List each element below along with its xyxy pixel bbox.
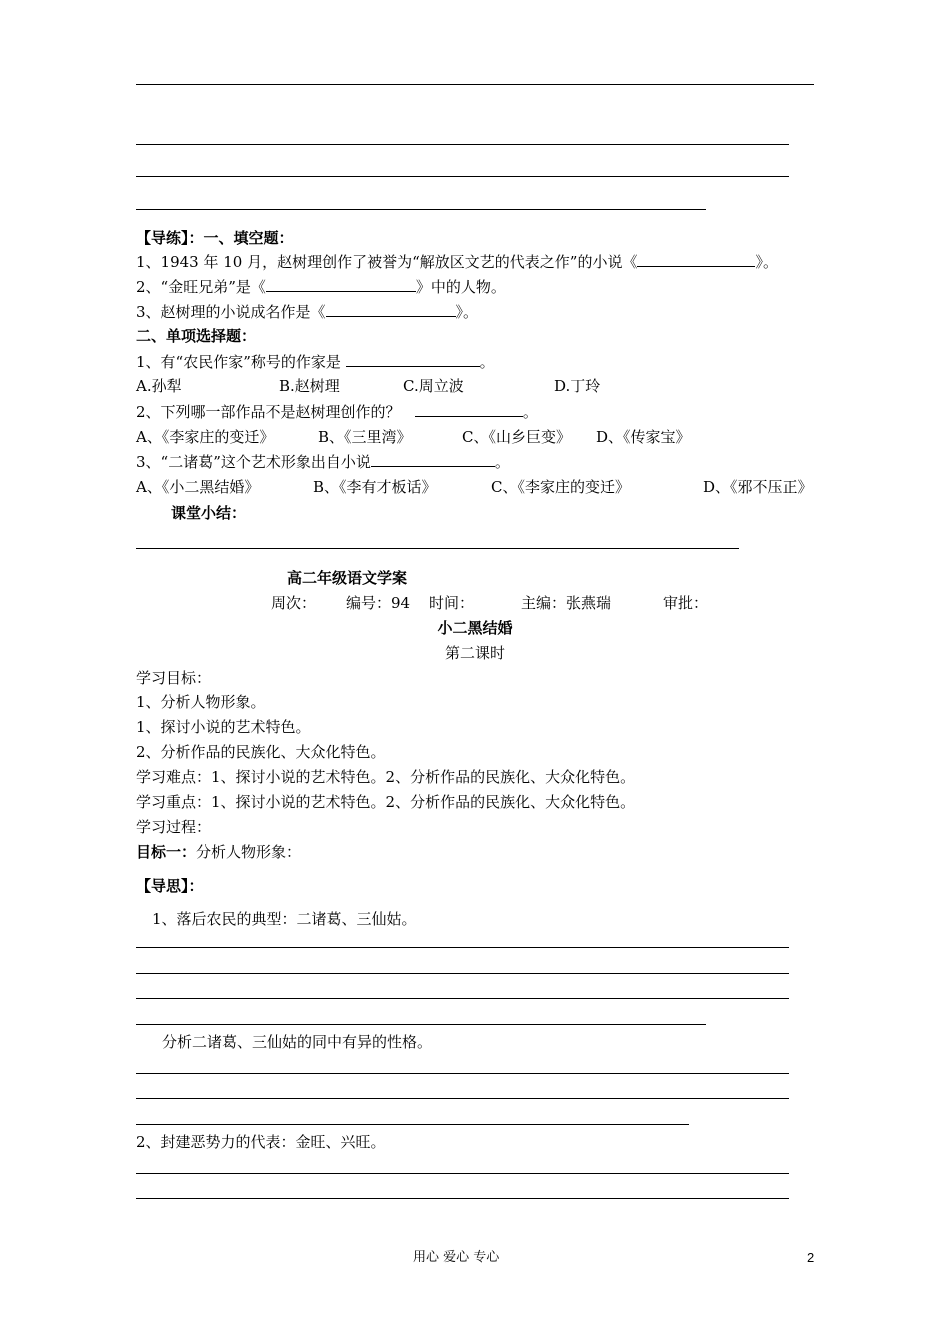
guide-item-1b: 分析二诸葛、三仙姑的同中有异的性格。 [162, 1033, 433, 1051]
goals-key-points: 学习重点：1、探讨小说的艺术特色。2、分析作品的民族化、大众化特色。 [136, 793, 636, 811]
choice-options-2 [136, 427, 796, 447]
option-d[interactable]: D.丁玲 [554, 377, 601, 395]
choice-question-1: 1、有“农民作家”称号的作家是 。 [136, 353, 495, 371]
option-d[interactable]: D、《传家宝》 [596, 428, 691, 446]
answer-line [136, 947, 789, 948]
footer-motto: 用心 爱心 专心 [413, 1250, 500, 1265]
daolian-bracket: 【导练】： [136, 229, 204, 247]
daosi-heading: 【导思】： [136, 877, 204, 895]
option-b[interactable]: B、《李有才板话》 [313, 478, 437, 496]
target-one-text: 分析人物形象： [196, 843, 302, 861]
option-b[interactable]: B.赵树理 [279, 377, 340, 395]
page-number: 2 [807, 1250, 815, 1265]
guide-item-1: 1、落后农民的典型：二诸葛、三仙姑。 [152, 910, 417, 928]
choice-options-1 [136, 376, 796, 396]
answer-blank[interactable] [266, 277, 416, 292]
choice-question-3: 3、“二诸葛”这个艺术形象出自小说 。 [136, 453, 510, 471]
goals-difficulty: 学习难点：1、探讨小说的艺术特色。2、分析作品的民族化、大众化特色。 [136, 768, 636, 786]
meta-time: 时间： [429, 594, 475, 612]
option-c[interactable]: C、《李家庄的变迁》 [491, 478, 630, 496]
answer-line [136, 84, 814, 85]
meta-row [136, 593, 816, 613]
process-label: 学习过程： [136, 818, 212, 836]
lesson-title: 小二黑结婚 [437, 619, 513, 637]
answer-line [136, 1073, 789, 1074]
lesson-session: 第二课时 [444, 644, 505, 662]
answer-line [136, 1124, 689, 1125]
option-a[interactable]: A、《小二黑结婚》 [136, 478, 260, 496]
meta-editor: 主编：张燕瑞 [521, 594, 612, 612]
answer-blank[interactable] [346, 352, 480, 367]
option-d[interactable]: D、《邪不压正》 [703, 478, 813, 496]
daolian-heading [136, 228, 294, 248]
answer-blank[interactable] [415, 402, 523, 417]
target-one-label: 目标一： [136, 843, 197, 861]
answer-line [136, 1173, 789, 1174]
option-c[interactable]: C、《山乡巨变》 [462, 428, 571, 446]
answer-line [136, 209, 706, 210]
meta-number: 编号：94 [346, 594, 411, 612]
fill-question-3: 3、赵树理的小说成名作是《 》。 [136, 303, 479, 321]
answer-line [136, 144, 789, 145]
answer-line [136, 998, 789, 999]
page-title: 高二年级语文学案 [287, 569, 408, 587]
guide-item-2: 2、封建恶势力的代表：金旺、兴旺。 [136, 1133, 386, 1151]
fill-section-heading: 一、填空题： [203, 229, 294, 247]
choice-options-3 [136, 477, 816, 497]
class-summary-label: 课堂小结： [171, 504, 247, 522]
fill-question-1: 1、1943 年 10 月，赵树理创作了被誉为“解放区文艺的代表之作”的小说《 》。 [136, 253, 778, 271]
goal-item: 2、分析作品的民族化、大众化特色。 [136, 743, 386, 761]
answer-blank[interactable] [326, 302, 456, 317]
answer-line [136, 548, 739, 549]
answer-line [136, 973, 789, 974]
target-one [136, 842, 301, 862]
option-b[interactable]: B、《三里湾》 [318, 428, 412, 446]
meta-review: 审批： [663, 594, 709, 612]
meta-week: 周次： [271, 594, 317, 612]
option-a[interactable]: A、《李家庄的变迁》 [136, 428, 275, 446]
answer-blank[interactable] [371, 452, 495, 467]
option-a[interactable]: A.孙犁 [136, 377, 182, 395]
option-c[interactable]: C.周立波 [403, 377, 464, 395]
answer-line [136, 1098, 789, 1099]
goal-item: 1、分析人物形象。 [136, 693, 266, 711]
goal-item: 1、探讨小说的艺术特色。 [136, 718, 311, 736]
answer-line [136, 1198, 789, 1199]
answer-blank[interactable] [637, 252, 755, 267]
answer-line [136, 176, 789, 177]
choice-question-2: 2、下列哪一部作品不是赵树理创作的？ 。 [136, 403, 538, 421]
choice-section-heading: 二、单项选择题： [136, 327, 257, 345]
fill-question-2: 2、“金旺兄弟”是《 》中的人物。 [136, 278, 506, 296]
answer-line [136, 1024, 706, 1025]
goals-label: 学习目标： [136, 669, 212, 687]
